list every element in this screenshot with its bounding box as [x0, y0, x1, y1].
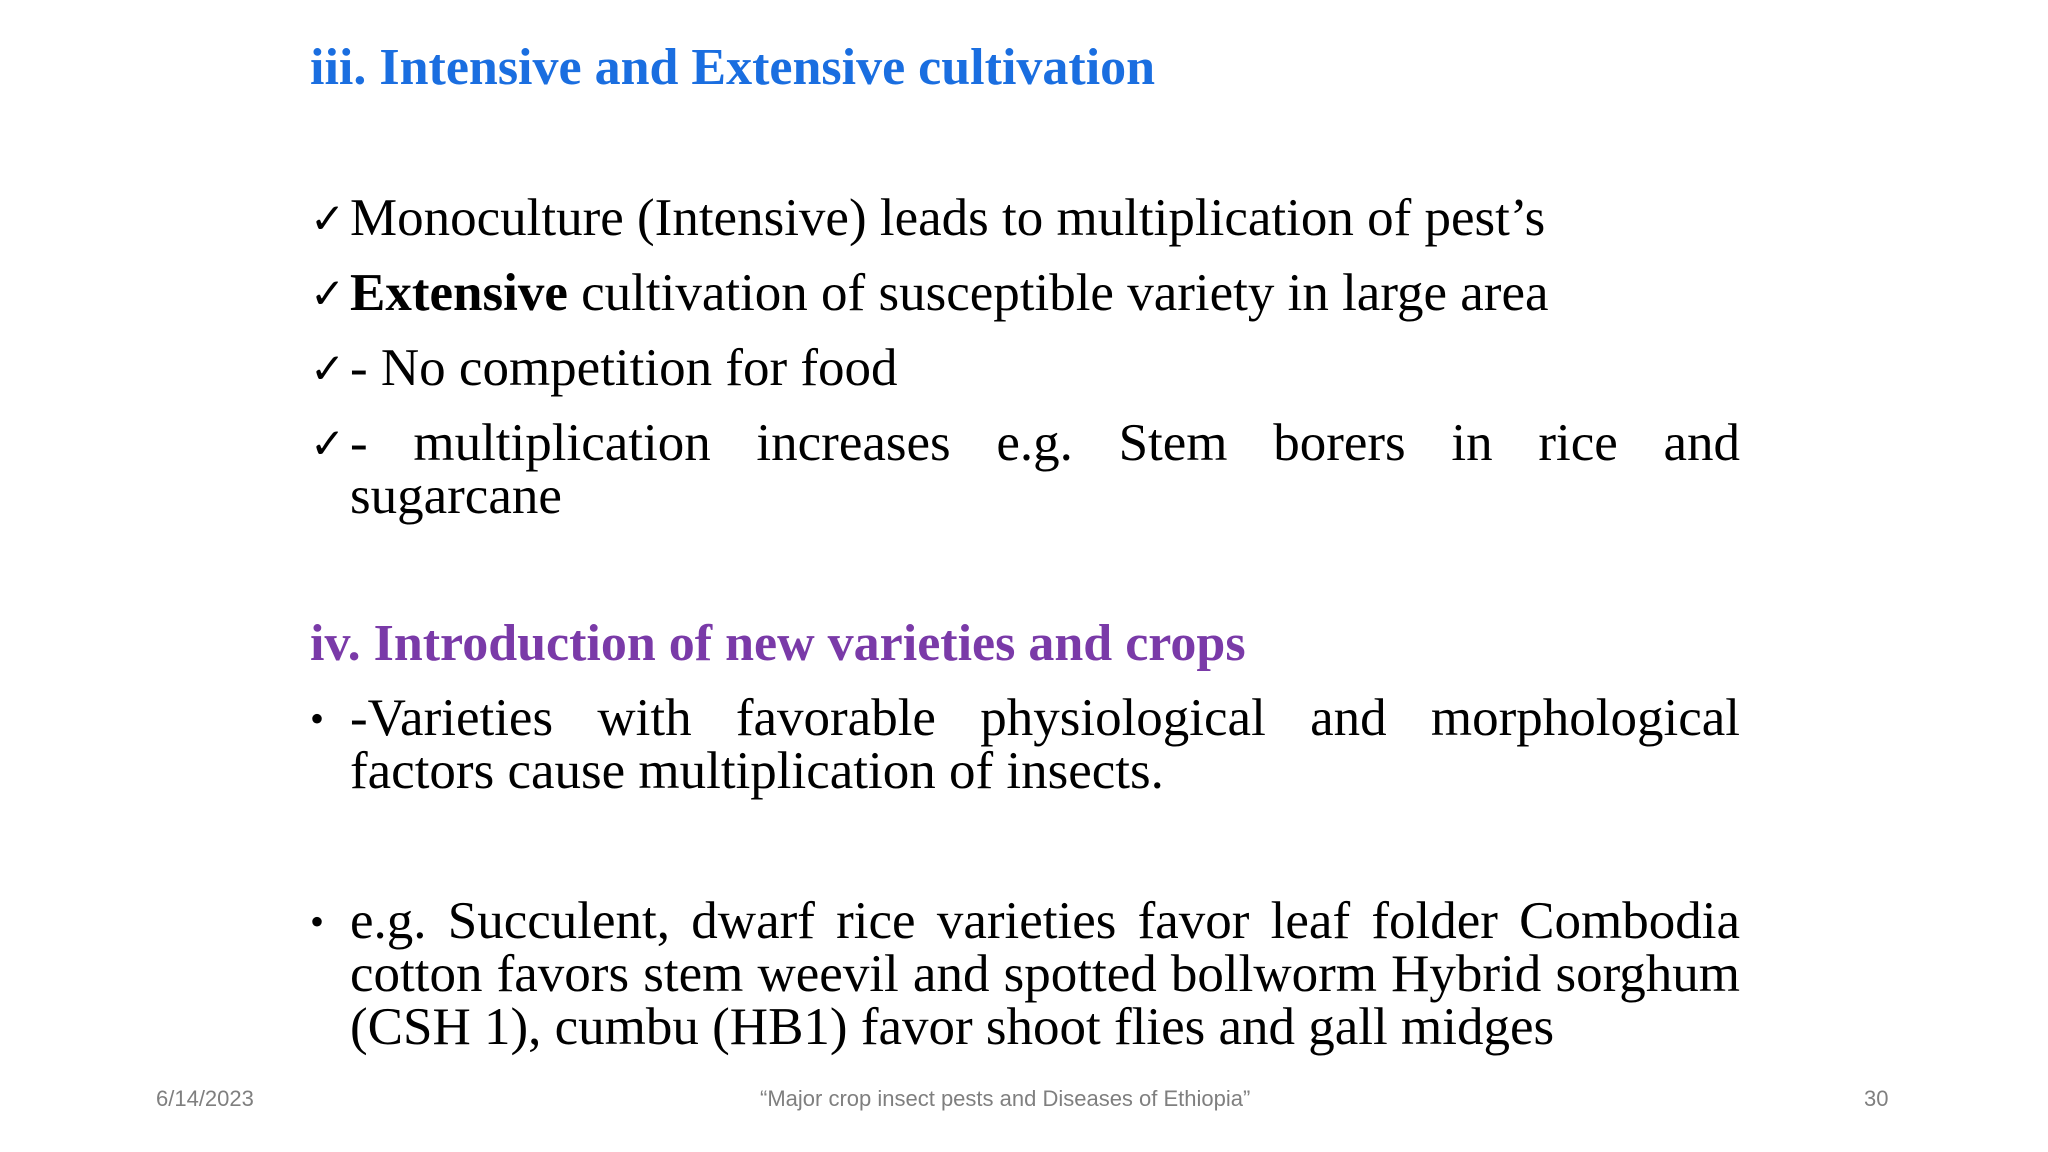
- check-item-text: - No competition for food: [350, 339, 898, 397]
- bullet-icon: •: [310, 899, 325, 944]
- checkmark-icon: ✓: [310, 269, 346, 318]
- footer-date: 6/14/2023: [156, 1086, 254, 1111]
- check-item-text-line1: - multiplication increases e.g. Stem borers in rice and: [350, 414, 1740, 472]
- checkmark-icon: ✓: [310, 344, 346, 393]
- bullet-item-text: -Varieties with favorable physiological and morphological factors cause multiplication of insects.: [350, 689, 1740, 800]
- bullet-item-varieties: [310, 689, 1740, 800]
- check-item-bold-text: Extensive: [350, 264, 568, 322]
- check-item-text: Monoculture (Intensive) leads to multiplication of pest’s: [350, 189, 1546, 247]
- check-item-text: cultivation of susceptible variety in large area: [567, 264, 1549, 322]
- check-item-multiplication: [310, 414, 1740, 525]
- check-item-monoculture: [310, 189, 1740, 247]
- bullet-item-examples: [310, 892, 1740, 1056]
- checkmark-icon: ✓: [310, 419, 346, 468]
- section-heading-intensive-extensive: iii. Intensive and Extensive cultivation: [310, 39, 1156, 96]
- check-item-text-line2: sugarcane: [350, 467, 562, 525]
- check-item-extensive: [310, 264, 1740, 322]
- bullet-icon: •: [310, 696, 325, 741]
- checkmark-icon: ✓: [310, 194, 346, 243]
- check-item-no-competition: [310, 339, 1740, 397]
- footer-page-number: 30: [1864, 1086, 1889, 1111]
- footer-title: “Major crop insect pests and Diseases of Ethiopia”: [760, 1086, 1251, 1111]
- section-heading-new-varieties: iv. Introduction of new varieties and crops: [310, 615, 1246, 672]
- bullet-item-text: e.g. Succulent, dwarf rice varieties favor leaf folder Combodia cotton favors stem weevil and spotted bollworm Hybrid sorghum (CSH 1), cumbu (HB1) favor shoot flies and gall midges: [350, 892, 1740, 1056]
